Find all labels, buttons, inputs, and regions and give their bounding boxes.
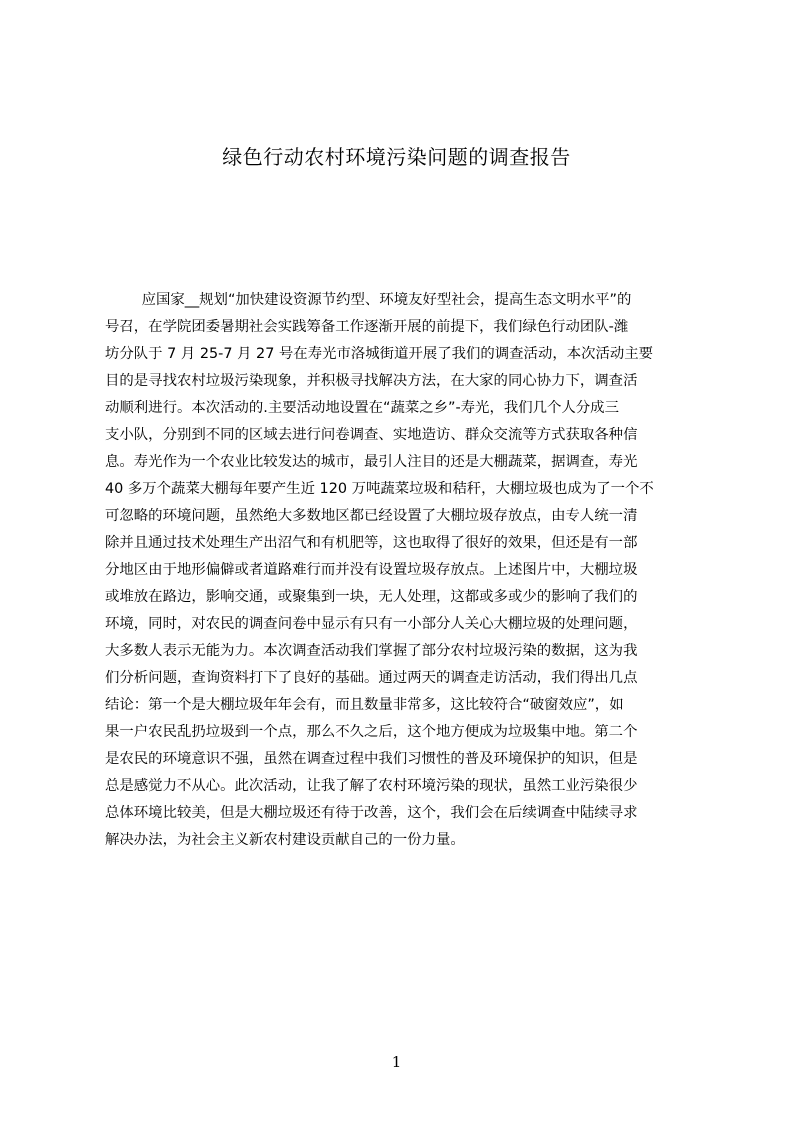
paragraph-line: 可忽略的环境问题，虽然绝大多数地区都已经设置了大棚垃圾存放点，由专人统一清 (105, 508, 638, 524)
paragraph-line: 分地区由于地形偏僻或者道路难行而并没有设置垃圾存放点。上述图片中，大棚垃圾 (105, 562, 638, 578)
paragraph-line: 环境，同时，对农民的调查问卷中显示有只有一小部分人关心大棚垃圾的处理问题， (105, 616, 638, 632)
paragraph-line: 结论：第一个是大棚垃圾年年会有，而且数量非常多，这比较符合“破窗效应”，如 (105, 697, 624, 713)
paragraph-line: 息。寿光作为一个农业比较发达的城市，最引人注目的还是大棚蔬菜，据调查，寿光 (105, 454, 638, 470)
page-number: 1 (391, 1053, 402, 1071)
paragraph-line: 应国家__规划“加快建设资源节约型、环境友好型社会，提高生态文明水平”的 (105, 292, 632, 308)
paragraph-line: 总是感觉力不从心。此次活动，让我了解了农村环境污染的现状，虽然工业污染很少 (105, 778, 638, 794)
paragraph-line: 支小队，分别到不同的区域去进行问卷调查、实地造访、群众交流等方式获取各种信 (105, 427, 638, 443)
paragraph-line: 坊分队于 7 月 25-7 月 27 号在寿光市洛城街道开展了我们的调查活动，本次活动主要 (105, 346, 654, 362)
paragraph-line: 40 多万个蔬菜大棚每年要产生近 120 万吨蔬菜垃圾和秸秆，大棚垃圾也成为了一个不 (105, 481, 654, 497)
body-paragraph (105, 287, 699, 854)
paragraph-line: 果一户农民乱扔垃圾到一个点，那么不久之后，这个地方便成为垃圾集中地。第二个 (105, 724, 638, 740)
paragraph-line: 是农民的环境意识不强，虽然在调查过程中我们习惯性的普及环境保护的知识，但是 (105, 751, 638, 767)
paragraph-line: 解决办法，为社会主义新农村建设贡献自己的一份力量。 (105, 832, 465, 848)
paragraph-line: 总体环境比较美，但是大棚垃圾还有待于改善，这个，我们会在后续调查中陆续寻求 (105, 805, 638, 821)
paragraph-line: 号召，在学院团委暑期社会实践筹备工作逐渐开展的前提下，我们绿色行动团队-潍 (105, 319, 629, 335)
document-title: 绿色行动农村环境污染问题的调查报告 (222, 145, 571, 169)
paragraph-line: 或堆放在路边，影响交通，或聚集到一块，无人处理，这都或多或少的影响了我们的 (105, 589, 638, 605)
paragraph-line: 动顺利进行。本次活动的.主要活动地设置在“蔬菜之乡”-寿光，我们几个人分成三 (105, 400, 619, 416)
paragraph-line: 除并且通过技术处理生产出沼气和有机肥等，这也取得了很好的效果，但还是有一部 (105, 535, 638, 551)
paragraph-line: 们分析问题，查询资料打下了良好的基础。通过两天的调查走访活动，我们得出几点 (105, 670, 638, 686)
paragraph-line: 目的是寻找农村垃圾污染现象，并积极寻找解决方法，在大家的同心协力下，调查活 (105, 373, 638, 389)
paragraph-line: 大多数人表示无能为力。本次调查活动我们掌握了部分农村垃圾污染的数据，这为我 (105, 643, 638, 659)
